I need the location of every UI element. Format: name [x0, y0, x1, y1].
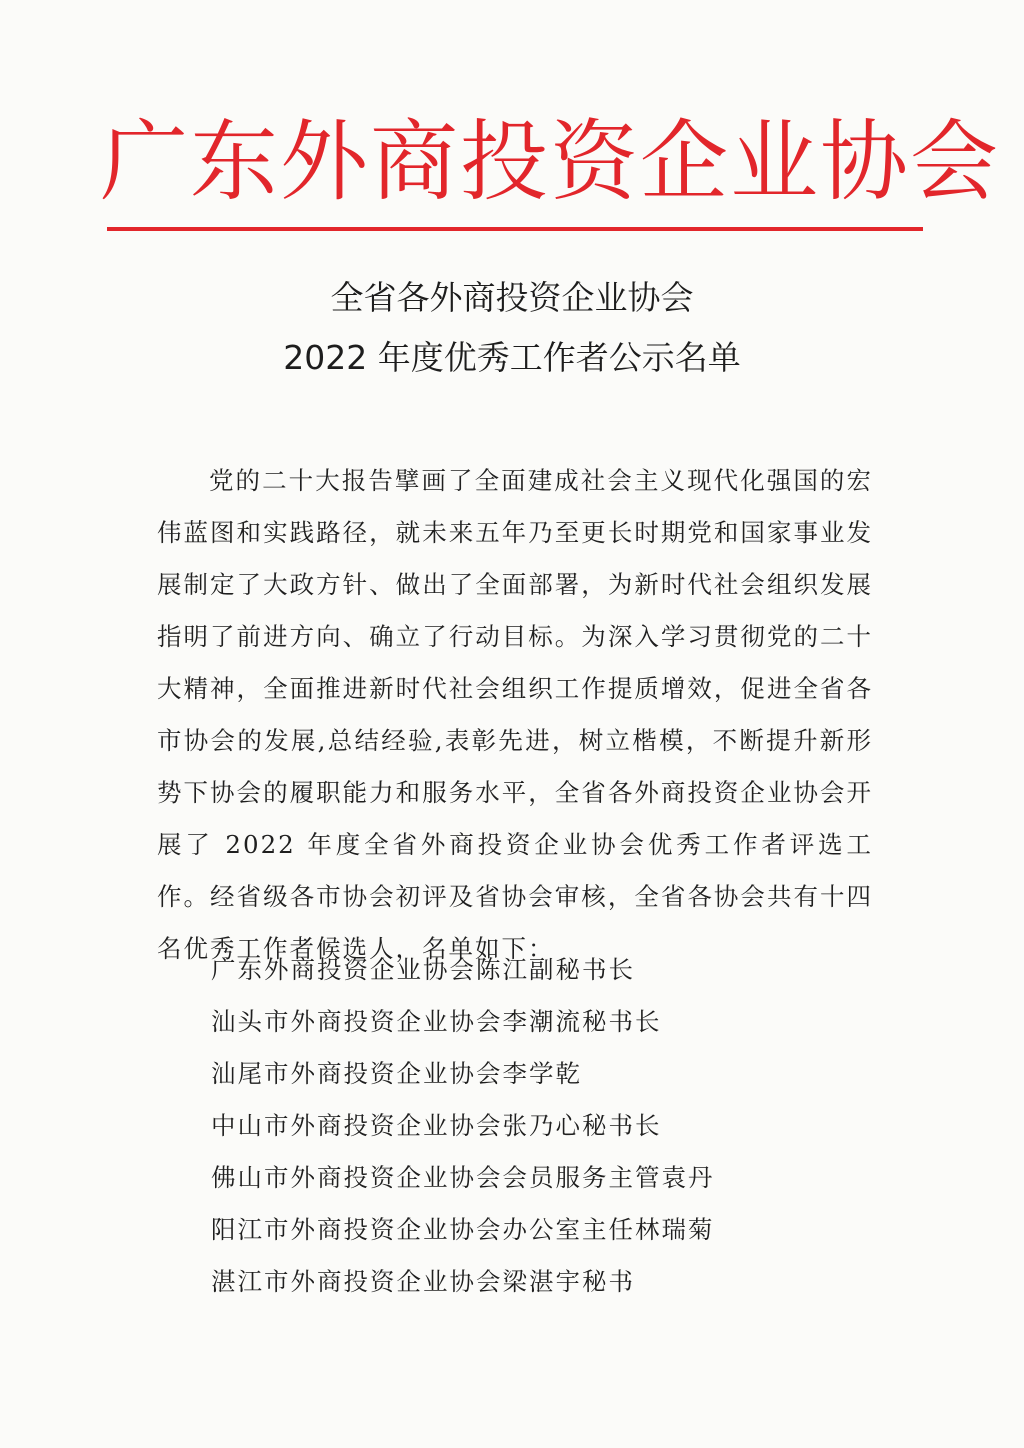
- candidate-item: 广东外商投资企业协会陈江副秘书长: [211, 955, 635, 984]
- candidate-item: 汕尾市外商投资企业协会李学乾: [211, 1059, 582, 1088]
- candidate-item: 汕头市外商投资企业协会李潮流秘书长: [211, 1007, 662, 1036]
- candidate-item: 阳江市外商投资企业协会办公室主任林瑞菊: [211, 1215, 715, 1244]
- candidate-item: 中山市外商投资企业协会张乃心秘书长: [211, 1111, 662, 1140]
- doc-title-line2: 2022 年度优秀工作者公示名单: [283, 338, 741, 377]
- body-paragraph: 党的二十大报告擘画了全面建成社会主义现代化强国的宏伟蓝图和实践路径，就未来五年乃至更长时期党和国家事业发展制定了大政方针、做出了全面部署，为新时代社会组织发展指明了前进方向、确立了行动目标。为深入学习贯彻党的二十大精神，全面推进新时代社会组织工作提质增效，促进全省各市协会的发展,总结经验,表彰先进，树立楷模，不断提升新形势下协会的履职能力和服务水平，全省各外商投资企业协会开展了 2022 年度全省外商投资企业协会优秀工作者评选工作。经省级各市协会初评及省协会审核，全省各协会共有十四名优秀工作者候选人，名单如下：: [157, 465, 873, 963]
- candidate-list: [211, 944, 715, 1308]
- header-divider: [107, 227, 923, 231]
- doc-title-line1: 全省各外商投资企业协会: [330, 278, 694, 317]
- org-header-title: 广东外商投资企业协会: [100, 110, 1001, 213]
- candidate-item: 湛江市外商投资企业协会梁湛宇秘书: [211, 1267, 635, 1296]
- candidate-item: 佛山市外商投资企业协会会员服务主管袁丹: [211, 1163, 715, 1192]
